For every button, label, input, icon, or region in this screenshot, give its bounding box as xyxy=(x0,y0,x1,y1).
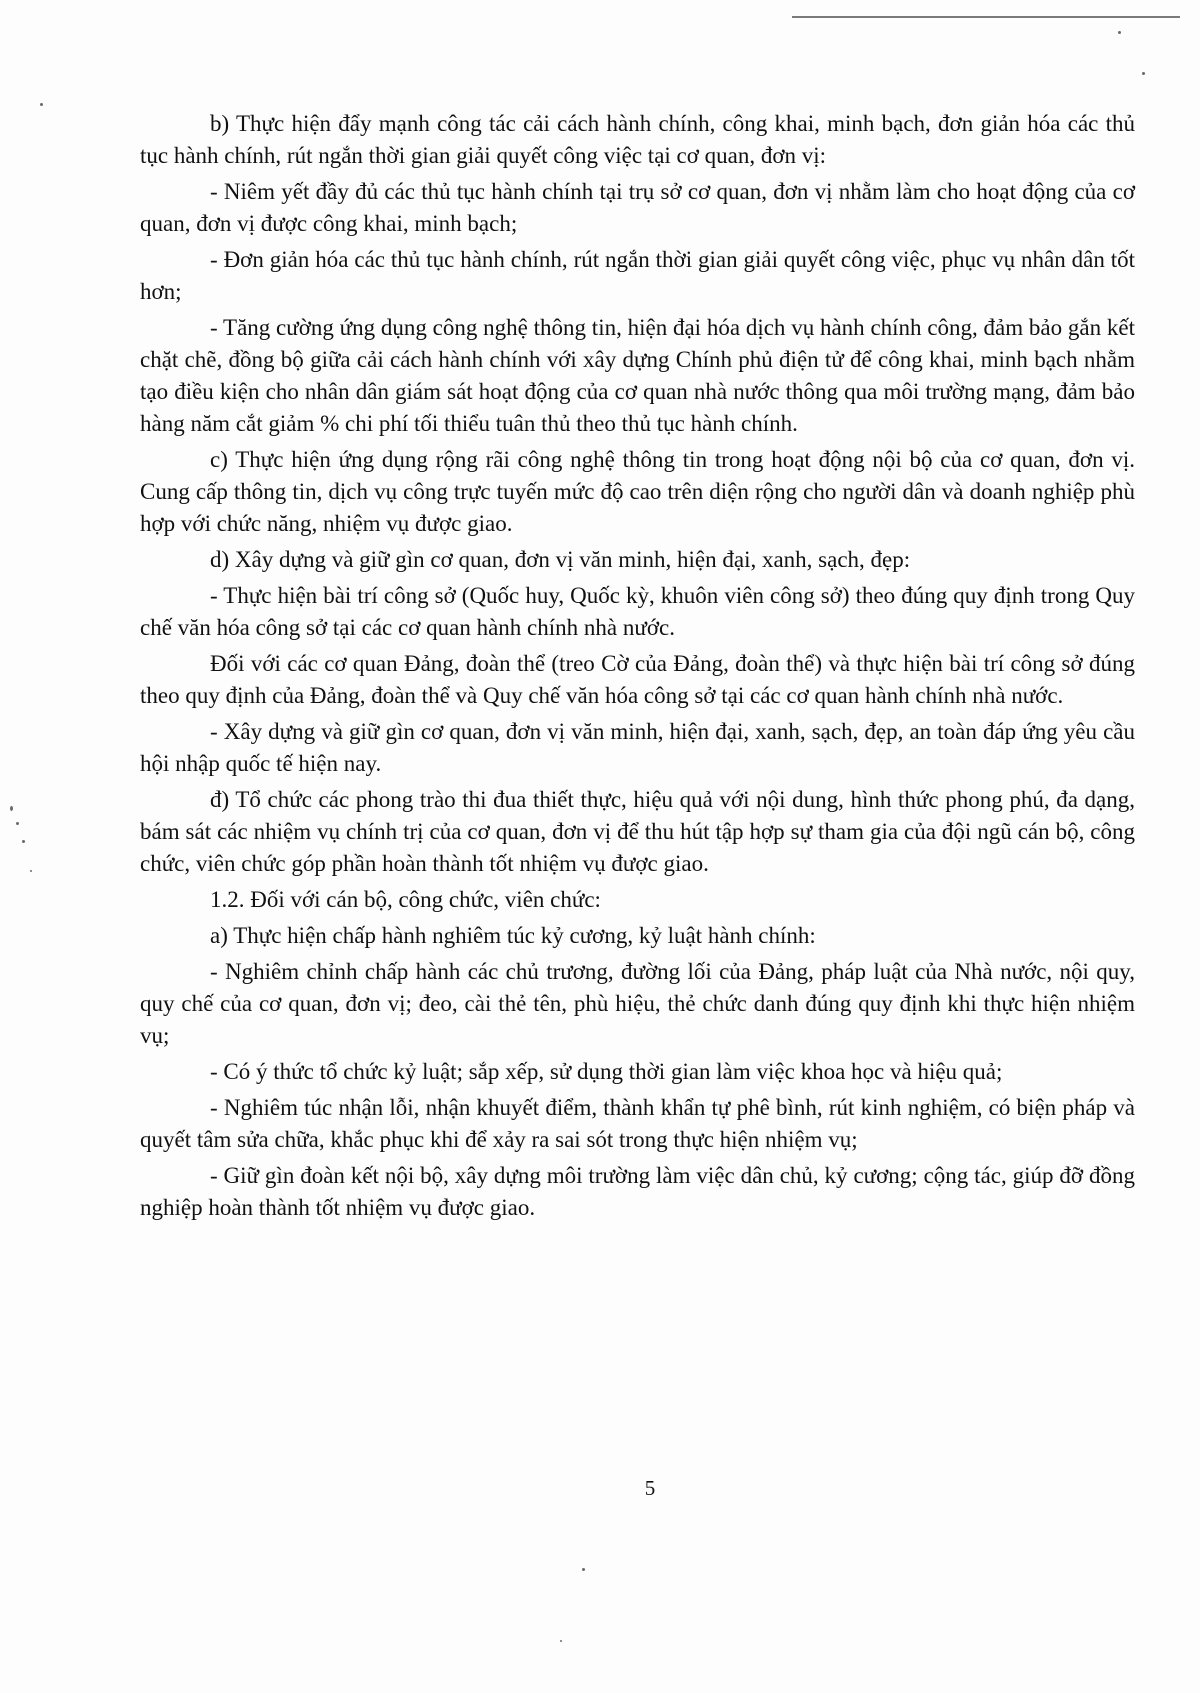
paragraph: a) Thực hiện chấp hành nghiêm túc kỷ cương, kỷ luật hành chính: xyxy=(210,923,816,948)
paragraph: c) Thực hiện ứng dụng rộng rãi công nghệ thông tin trong hoạt động nội bộ của cơ quan, đơn vị. Cung cấp thông tin, dịch vụ công trực tuyến mức độ cao trên diện rộng cho người dân và doanh nghiệp phù hợp với chức năng, nhiệm vụ được giao. xyxy=(140,447,1135,536)
paragraph: - Niêm yết đầy đủ các thủ tục hành chính tại trụ sở cơ quan, đơn vị nhằm làm cho hoạt động của cơ quan, đơn vị được công khai, minh bạch; xyxy=(140,179,1135,236)
scan-speck xyxy=(22,840,25,843)
scan-speck xyxy=(10,806,13,811)
scan-speck xyxy=(582,1568,585,1571)
paragraph: d) Xây dựng và giữ gìn cơ quan, đơn vị văn minh, hiện đại, xanh, sạch, đẹp: xyxy=(210,547,911,572)
paragraph: - Nghiêm túc nhận lỗi, nhận khuyết điểm, thành khẩn tự phê bình, rút kinh nghiệm, có biện pháp và quyết tâm sửa chữa, khắc phục khi để xảy ra sai sót trong thực hiện nhiệm vụ; xyxy=(140,1095,1135,1152)
header-rule xyxy=(792,16,1180,18)
paragraph: - Nghiêm chỉnh chấp hành các chủ trương, đường lối của Đảng, pháp luật của Nhà nước, nội quy, quy chế của cơ quan, đơn vị; đeo, cài thẻ tên, phù hiệu, thẻ chức danh đúng quy định khi thực hiện nhiệm vụ; xyxy=(140,959,1135,1048)
paragraph: - Có ý thức tổ chức kỷ luật; sắp xếp, sử dụng thời gian làm việc khoa học và hiệu quả; xyxy=(210,1059,1003,1084)
scan-speck xyxy=(560,1640,562,1642)
paragraph: - Xây dựng và giữ gìn cơ quan, đơn vị văn minh, hiện đại, xanh, sạch, đẹp, an toàn đáp ứng yêu cầu hội nhập quốc tế hiện nay. xyxy=(140,719,1135,776)
paragraph: đ) Tổ chức các phong trào thi đua thiết thực, hiệu quả với nội dung, hình thức phong phú, đa dạng, bám sát các nhiệm vụ chính trị của cơ quan, đơn vị để thu hút tập hợp sự tham gia của đội ngũ cán bộ, công chức, viên chức góp phần hoàn thành tốt nhiệm vụ được giao. xyxy=(140,787,1135,876)
paragraph: - Tăng cường ứng dụng công nghệ thông tin, hiện đại hóa dịch vụ hành chính công, đảm bảo gắn kết chặt chẽ, đồng bộ giữa cải cách hành chính với xây dựng Chính phủ điện tử để công khai, minh bạch nhằm tạo điều kiện cho nhân dân giám sát hoạt động của cơ quan nhà nước thông qua môi trường mạng, đảm bảo hàng năm cắt giảm % chi phí tối thiểu tuân thủ theo thủ tục hành chính. xyxy=(140,315,1135,436)
scan-speck xyxy=(16,822,19,825)
paragraph: Đối với các cơ quan Đảng, đoàn thể (treo Cờ của Đảng, đoàn thể) và thực hiện bài trí công sở đúng theo quy định của Đảng, đoàn thể và Quy chế văn hóa công sở tại các cơ quan hành chính nhà nước. xyxy=(140,651,1135,708)
paragraph: - Giữ gìn đoàn kết nội bộ, xây dựng môi trường làm việc dân chủ, kỷ cương; cộng tác, giúp đỡ đồng nghiệp hoàn thành tốt nhiệm vụ được giao. xyxy=(140,1163,1135,1220)
document-body xyxy=(140,108,1135,1228)
page-number: 5 xyxy=(644,1476,656,1500)
scan-speck xyxy=(40,103,43,106)
paragraph: 1.2. Đối với cán bộ, công chức, viên chức: xyxy=(210,887,601,912)
paragraph: b) Thực hiện đẩy mạnh công tác cải cách hành chính, công khai, minh bạch, đơn giản hóa các thủ tục hành chính, rút ngắn thời gian giải quyết công việc tại cơ quan, đơn vị: xyxy=(140,111,1135,168)
paragraph: - Đơn giản hóa các thủ tục hành chính, rút ngắn thời gian giải quyết công việc, phục vụ nhân dân tốt hơn; xyxy=(140,247,1135,304)
scan-speck xyxy=(1142,72,1145,75)
scan-speck xyxy=(30,870,32,872)
scan-speck xyxy=(1118,31,1121,34)
paragraph: - Thực hiện bài trí công sở (Quốc huy, Quốc kỳ, khuôn viên công sở) theo đúng quy định trong Quy chế văn hóa công sở tại các cơ quan hành chính nhà nước. xyxy=(140,583,1135,640)
